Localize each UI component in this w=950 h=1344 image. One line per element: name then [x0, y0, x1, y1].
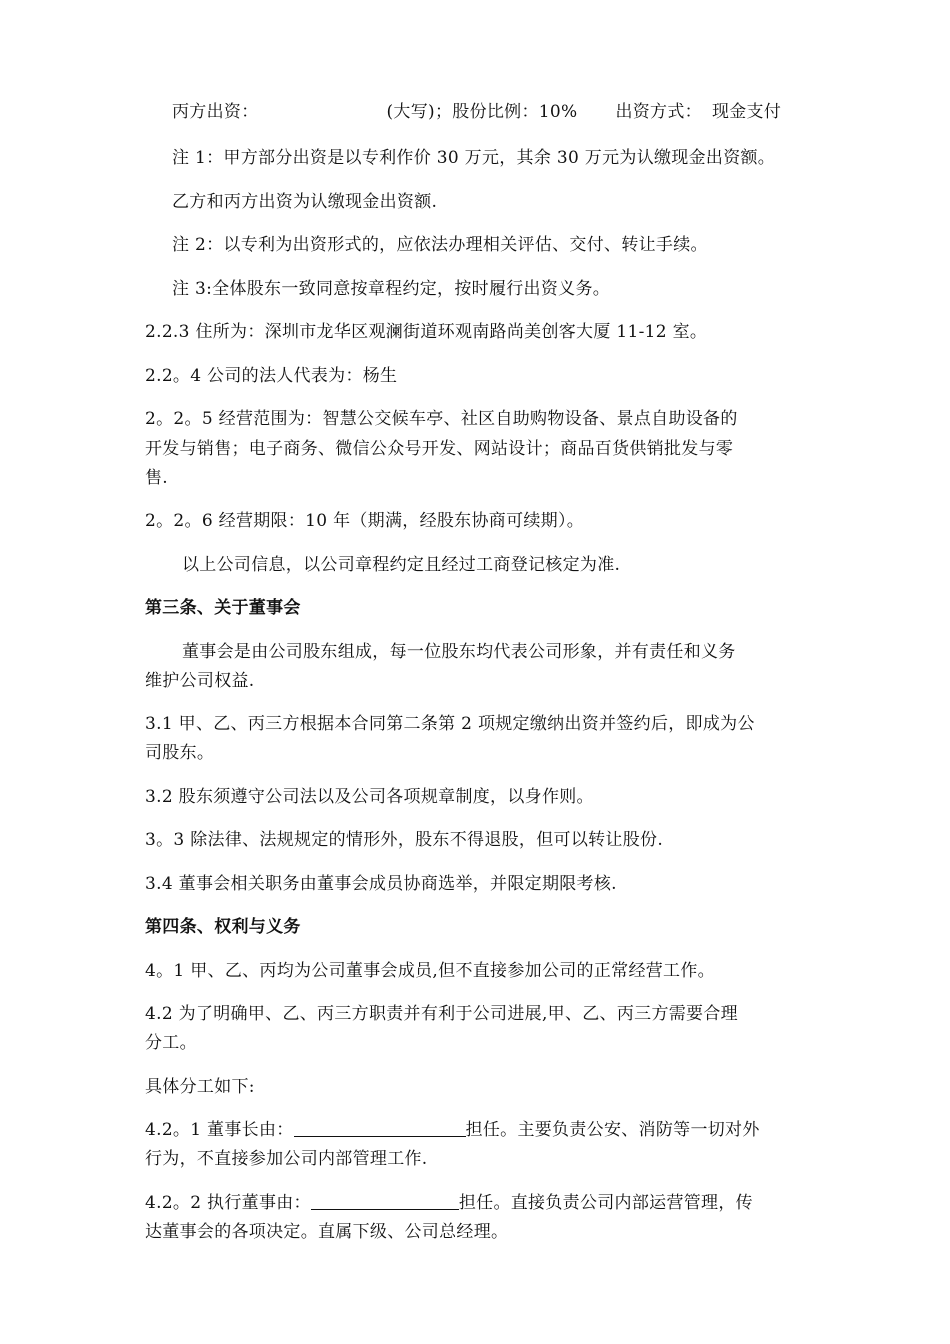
note-line: 注 3:全体股东一致同意按章程约定，按时履行出资义务。: [172, 279, 611, 299]
clause-line: [145, 1120, 760, 1140]
clause-line: 2.2.3 住所为：深圳市龙华区观澜街道环观南路尚美创客大厦 11-12 室。: [145, 322, 708, 342]
clause-line: 3.4 董事会相关职务由董事会成员协商选举，并限定期限考核.: [145, 874, 617, 894]
clause-line: 4.2 为了明确甲、乙、丙三方职责并有利于公司进展,甲、乙、丙三方需要合理: [145, 1004, 738, 1024]
clause-line: 3.2 股东须遵守公司法以及公司各项规章制度，以身作则。: [145, 787, 594, 807]
fill-in-blank: [311, 1193, 459, 1210]
clause-line: 3.1 甲、乙、丙三方根据本合同第二条第 2 项规定缴纳出资并签约后，即成为公: [145, 714, 755, 734]
text-segment: 现金支付: [711, 102, 782, 122]
text-line: 具体分工如下:: [145, 1077, 255, 1097]
text-segment: (大写)；股份比例：10%: [386, 102, 578, 122]
text-line: 乙方和丙方出资为认缴现金出资额.: [172, 192, 438, 212]
section-heading: 第四条、权利与义务: [145, 917, 301, 937]
clause-line: 开发与销售；电子商务、微信公众号开发、网站设计；商品百货供销批发与零: [145, 439, 734, 459]
clause-line: 行为，不直接参加公司内部管理工作.: [145, 1149, 428, 1169]
fill-in-blank: [294, 1120, 466, 1137]
text-line: [172, 102, 781, 122]
text-segment: 担任。主要负责公安、消防等一切对外: [465, 1120, 760, 1140]
text-segment: 4.2。1 董事长由：: [145, 1120, 294, 1140]
clause-line: 3。3 除法律、法规规定的情形外，股东不得退股，但可以转让股份.: [145, 830, 664, 850]
text-segment: 4.2。2 执行董事由：: [145, 1193, 311, 1213]
clause-line: 2。2。5 经营范围为：智慧公交候车亭、社区自助购物设备、景点自助设备的: [145, 409, 738, 429]
clause-line: 达董事会的各项决定。直属下级、公司总经理。: [145, 1222, 509, 1242]
clause-line: 司股东。: [145, 743, 215, 763]
text-segment: 出资方式：: [615, 102, 702, 122]
clause-line: 4。1 甲、乙、丙均为公司董事会成员,但不直接参加公司的正常经营工作。: [145, 961, 715, 981]
text-line: 董事会是由公司股东组成，每一位股东均代表公司形象，并有责任和义务: [182, 642, 736, 662]
clause-line: 2.2。4 公司的法人代表为：杨生: [145, 366, 398, 386]
clause-line: 分工。: [145, 1033, 197, 1053]
text-line: 维护公司权益.: [145, 671, 255, 691]
clause-line: 售.: [145, 468, 169, 488]
text-segment: 丙方出资：: [172, 102, 259, 122]
clause-line: 2。2。6 经营期限：10 年（期满，经股东协商可续期）。: [145, 511, 585, 531]
note-line: 注 1：甲方部分出资是以专利作价 30 万元，其余 30 万元为认缴现金出资额。: [172, 148, 776, 168]
clause-line: [145, 1193, 753, 1213]
note-line: 注 2：以专利为出资形式的，应依法办理相关评估、交付、转让手续。: [172, 235, 708, 255]
text-segment: 担任。直接负责公司内部运营管理，传: [458, 1193, 753, 1213]
section-heading: 第三条、关于董事会: [145, 598, 301, 618]
text-line: 以上公司信息，以公司章程约定且经过工商登记核定为准.: [182, 555, 621, 575]
